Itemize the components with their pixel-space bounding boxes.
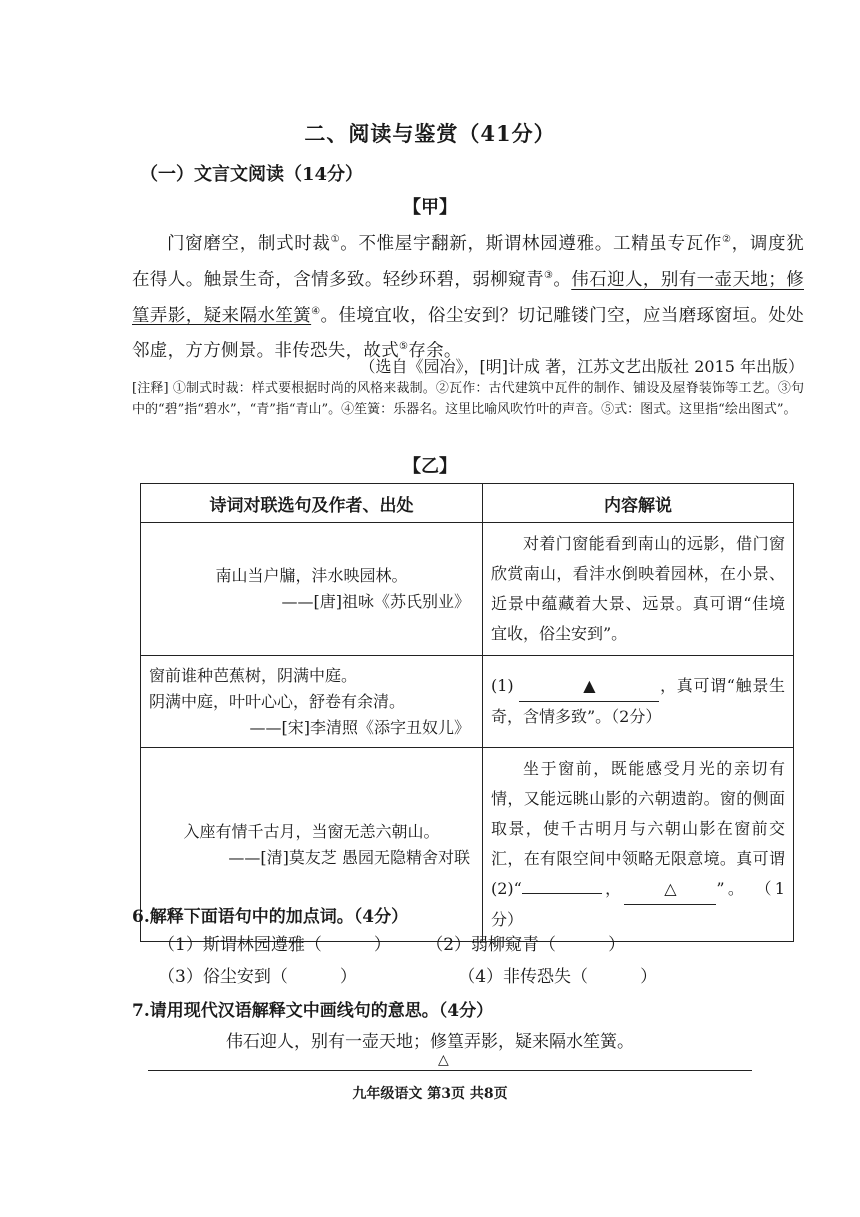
verse-cell	[141, 656, 483, 748]
triangle-outline-icon: △	[438, 1052, 449, 1068]
verse-attribution: ——[唐]祖咏《苏氏别业》	[281, 592, 470, 611]
question-6-item: （4）非传恐失（	[458, 967, 589, 987]
question-6-item: （3）俗尘安到（	[158, 967, 288, 987]
annotation-notes: [注释] ①制式时裁：样式要根据时尚的风格来裁制。②瓦作：古代建筑中瓦件的制作、铺设及屋脊装饰等工艺。③句中的“碧”指“碧水”，“青”指“青山”。④笙簧：乐器名。这里比喻风吹竹叶的声音。⑤式：图式。这里指“绘出图式”。	[132, 381, 804, 417]
explanation-text: 对着门窗能看到南山的远影，借门窗欣赏南山，看沣水倒映着园林，在小景、近景中蕴藏着大景、远景。真可谓“佳境宜收，俗尘安到”。	[491, 534, 785, 643]
question-6-item: （2）弱柳窥青（	[426, 935, 557, 955]
underlined-sentence: 伟石迎人，别有一壶天地；修篁弄影，疑来隔水笙簧	[132, 269, 804, 326]
quote-mark: ”。	[716, 879, 748, 898]
triangle-outline-icon: △	[664, 879, 677, 898]
note-mark: ⑤	[399, 341, 409, 353]
explanation-cell	[483, 523, 794, 656]
verse-explanation-table	[140, 483, 794, 942]
triangle-mark-icon: ▲	[583, 676, 596, 695]
question-7-title: 7.请用现代汉语解释文中画线句的意思。（4分）	[132, 1001, 494, 1021]
answer-blank[interactable]	[519, 671, 659, 702]
note-mark: ②	[722, 234, 732, 245]
explanation-text: 坐于窗前，既能感受月光的亲切有情，又能远眺山影的六朝遗韵。窗的侧面取景，使千古明月与六朝山影在窗前交汇，在有限空间中领略无限意境。真可谓	[491, 759, 785, 868]
passage-text: 。不惟屋宇翻新，斯谓林园遵雅。工精虽专瓦作	[340, 233, 723, 254]
answer-line[interactable]	[148, 1070, 752, 1071]
comma: ，	[601, 879, 625, 898]
question-label: (2)	[491, 879, 514, 898]
passage-text: 。	[553, 269, 572, 290]
passage-text: 存余。	[408, 341, 462, 362]
passage-source: （选自《园冶》，[明]计成 著，江苏文艺出版社 2015 年出版）	[359, 357, 804, 376]
verse-attribution: ——[清]莫友芝 愚园无隐精舍对联	[228, 847, 470, 867]
answer-blank[interactable]	[624, 874, 716, 905]
verse-text: 阴满中庭，叶叶心心，舒卷有余清。	[149, 691, 406, 711]
paren-close: ）	[608, 935, 626, 955]
table-row	[141, 523, 794, 656]
paren-close: ）	[339, 967, 357, 987]
question-6-title: 6.解释下面语句中的加点词。（4分）	[132, 907, 409, 927]
classical-passage	[132, 224, 804, 367]
verse-text: 窗前谁种芭蕉树，阴满中庭。	[149, 665, 358, 685]
passage-text: 。佳境宜收，俗尘安到？切记雕镂门空，应当磨琢窗垣。处处邻虚，方方侧景。非传恐失，故式	[132, 305, 805, 362]
answer-blank[interactable]	[522, 893, 602, 894]
verse-text: 入座有情千古月，当窗无恙六朝山。	[183, 821, 440, 841]
question-6-row-2	[158, 962, 657, 987]
paren-close: ）	[373, 935, 391, 955]
table-header-row	[141, 484, 794, 523]
table-header-verses: 诗词对联选句及作者、出处	[141, 484, 483, 523]
page-footer: 九年级语文 第3页 共8页	[352, 1086, 508, 1102]
question-6-item: （1）斯谓林园遵雅（	[158, 935, 322, 955]
quote-mark: “	[513, 879, 522, 898]
question-label: (1)	[491, 676, 514, 695]
explanation-text: ，真可谓“触景生奇，含情多致”。（2分）	[491, 676, 785, 726]
paren-close: ）	[640, 967, 658, 987]
passage-text: ，调度犹在得人。触景生奇，含情多致。轻纱环碧，弱柳窥青	[132, 233, 805, 290]
passage-text: 门窗磨空，制式时裁	[167, 233, 331, 254]
verse-cell	[141, 523, 483, 656]
explanation-cell	[483, 656, 794, 748]
table-label-yi: 【乙】	[403, 456, 457, 477]
explanation-cell	[483, 748, 794, 942]
note-mark: ④	[311, 305, 321, 317]
table-row	[141, 656, 794, 748]
question-6-row-1	[158, 930, 625, 955]
table-header-explanation: 内容解说	[483, 484, 794, 523]
note-mark: ③	[543, 269, 554, 281]
verse-attribution: ——[宋]李清照《添字丑奴儿》	[249, 717, 470, 737]
passage-label-jia: 【甲】	[403, 197, 457, 218]
note-mark: ①	[330, 234, 341, 245]
sub-title: （一）文言文阅读（14分）	[140, 164, 364, 185]
section-title: 二、阅读与鉴赏（41分）	[304, 121, 556, 146]
verse-text: 南山当户牖，沣水映园林。	[215, 566, 408, 585]
score-note: （1分）	[491, 879, 785, 929]
question-7-sentence: 伟石迎人，别有一壶天地；修篁弄影，疑来隔水笙簧。	[226, 1032, 634, 1052]
